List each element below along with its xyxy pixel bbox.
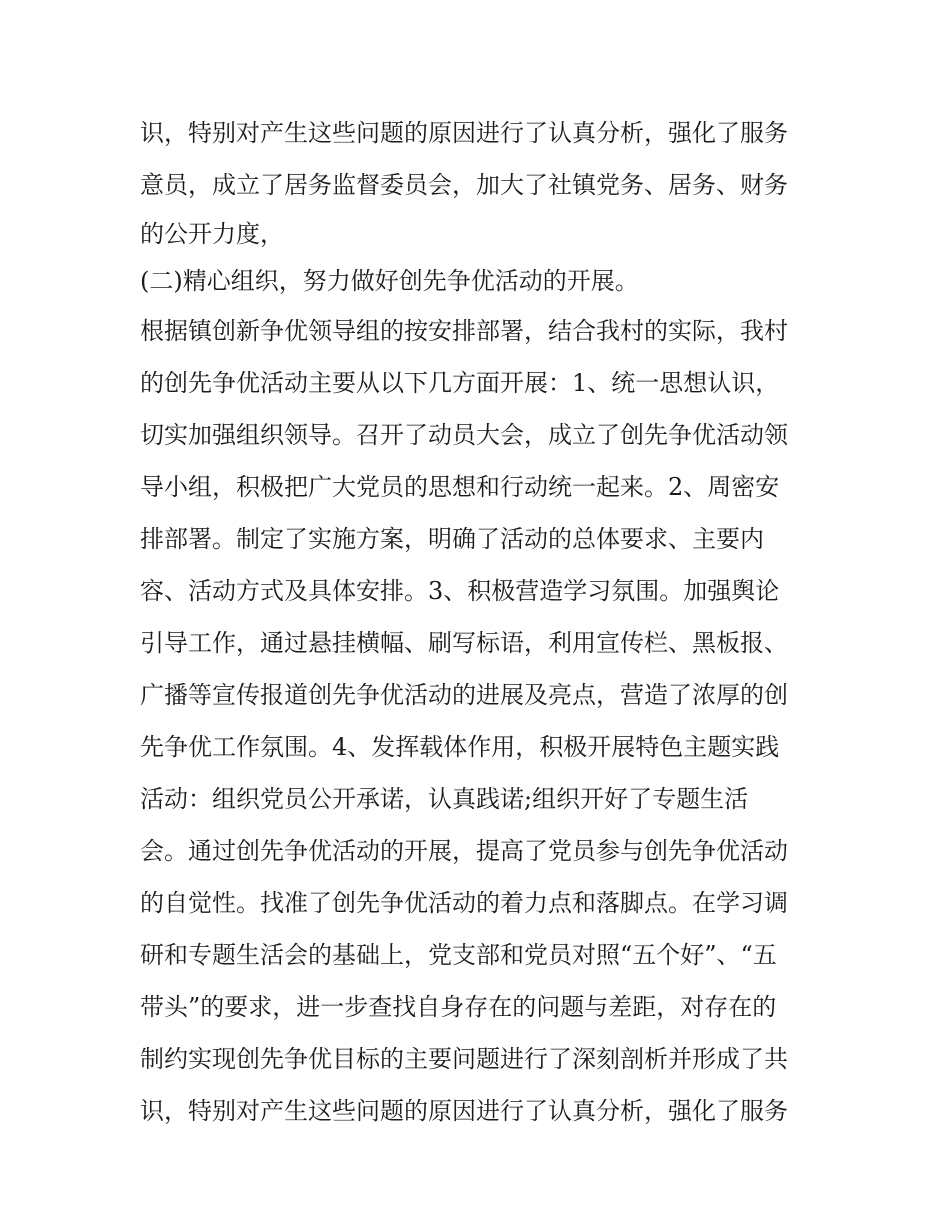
text-line: 的自觉性。找准了创先争优活动的着力点和落脚点。在学习调 — [140, 889, 788, 917]
text-line: 意员，成立了居务监督委员会，加大了社镇党务、居务、财务 — [140, 171, 788, 199]
text-line: 活动：组织党员公开承诺，认真践诺;组织开好了专题生活 — [140, 785, 749, 813]
text-line: 切实加强组织领导。召开了动员大会，成立了创先争优活动领 — [140, 421, 788, 449]
text-line: 排部署。制定了实施方案，明确了活动的总体要求、主要内 — [140, 525, 764, 553]
text-line: 制约实现创先争优目标的主要问题进行了深刻剖析并形成了共 — [140, 1045, 788, 1073]
text-line: 的创先争优活动主要从以下几方面开展：1、统一思想认识， — [140, 369, 780, 397]
text-line: 会。通过创先争优活动的开展，提高了党员参与创先争优活动 — [140, 837, 788, 865]
section-heading: (二)精心组织，努力做好创先争优活动的开展。 — [140, 267, 639, 295]
text-line: 广播等宣传报道创先争优活动的进展及亮点，营造了浓厚的创 — [140, 681, 788, 709]
text-line: 识，特别对产生这些问题的原因进行了认真分析，强化了服务 — [140, 119, 788, 147]
text-line: 研和专题生活会的基础上，党支部和党员对照“五个好”、“五 — [140, 941, 777, 969]
text-line: 带头”的要求，进一步查找自身存在的问题与差距，对存在的 — [140, 993, 777, 1021]
document-body — [140, 107, 820, 1137]
text-line: 根据镇创新争优领导组的按安排部署，结合我村的实际，我村 — [140, 317, 788, 345]
text-line: 先争优工作氛围。4、发挥载体作用，积极开展特色主题实践 — [140, 733, 780, 761]
text-line: 识，特别对产生这些问题的原因进行了认真分析，强化了服务 — [140, 1097, 788, 1125]
text-line: 容、活动方式及具体安排。3、积极营造学习氛围。加强舆论 — [140, 577, 780, 605]
text-line: 导小组，积极把广大党员的思想和行动统一起来。2、周密安 — [140, 473, 780, 501]
text-line: 的公开力度， — [140, 220, 284, 248]
text-line: 引导工作，通过悬挂横幅、刷写标语，利用宣传栏、黑板报、 — [140, 629, 788, 657]
